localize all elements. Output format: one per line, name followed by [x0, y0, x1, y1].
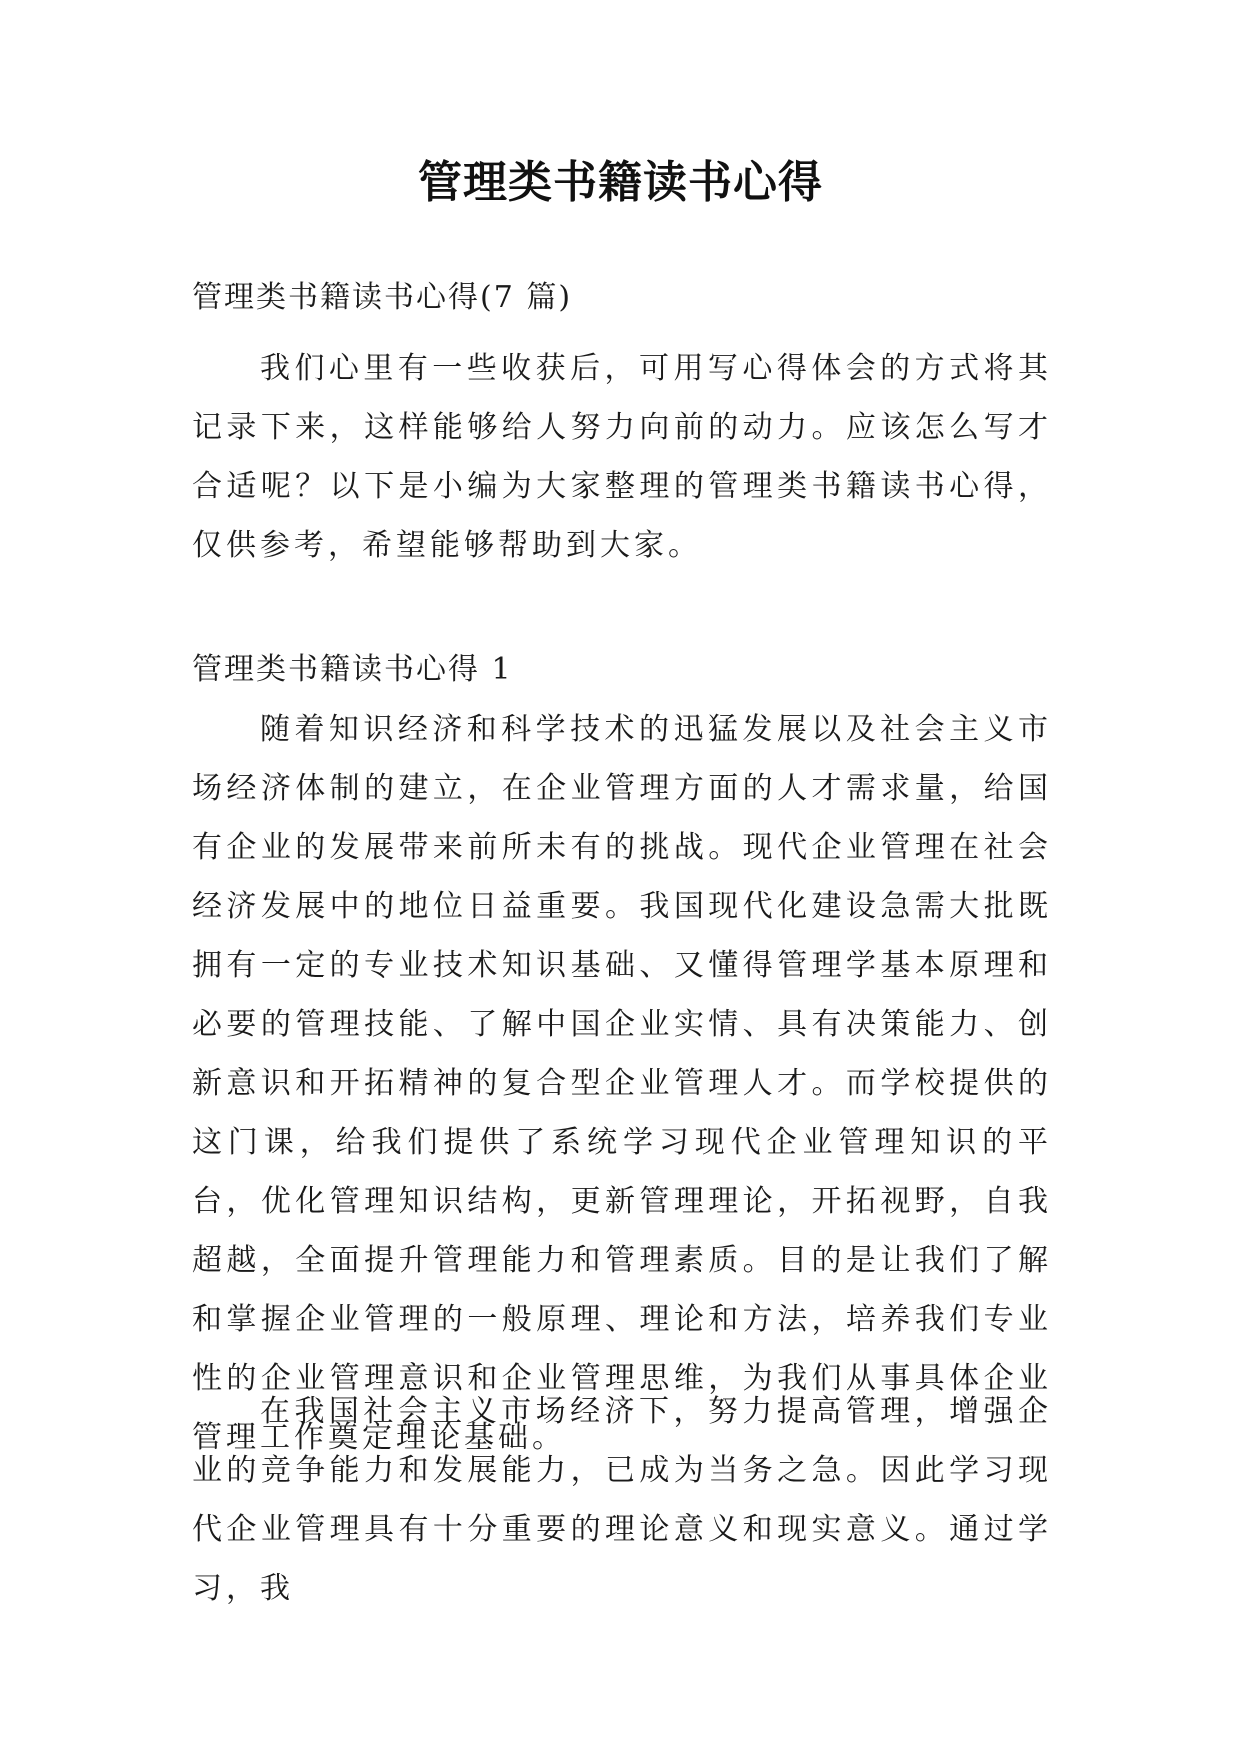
document-subtitle: 管理类书籍读书心得(7 篇) — [192, 280, 573, 315]
intro-paragraph: 我们心里有一些收获后，可用写心得体会的方式将其记录下来，这样能够给人努力向前的动力。应该怎么写才合适呢？以下是小编为大家整理的管理类书籍读书心得，仅供参考，希望能够帮助到大家。 — [192, 351, 1052, 563]
document-title: 管理类书籍读书心得 — [418, 157, 823, 208]
section-paragraph: 在我国社会主义市场经济下，努力提高管理，增强企业的竞争能力和发展能力，已成为当务之急。因此学习现代企业管理具有十分重要的理论意义和现实意义。通过学习，我 — [192, 1394, 1052, 1606]
section-heading: 管理类书籍读书心得 1 — [192, 652, 513, 687]
section-paragraph: 随着知识经济和科学技术的迅猛发展以及社会主义市场经济体制的建立，在企业管理方面的人才需求量，给国有企业的发展带来前所未有的挑战。现代企业管理在社会经济发展中的地位日益重要。我国现代化建设急需大批既拥有一定的专业技术知识基础、又懂得管理学基本原理和必要的管理技能、了解中国企业实情、具有决策能力、创新意识和开拓精神的复合型企业管理人才。而学校提供的这门课，给我们提供了系统学习现代企业管理知识的平台，优化管理知识结构，更新管理理论，开拓视野，自我超越，全面提升管理能力和管理素质。目的是让我们了解和掌握企业管理的一般原理、理论和方法，培养我们专业性的企业管理意识和企业管理思维，为我们从事具体企业管理工作奠定理论基础。 — [192, 712, 1052, 1455]
